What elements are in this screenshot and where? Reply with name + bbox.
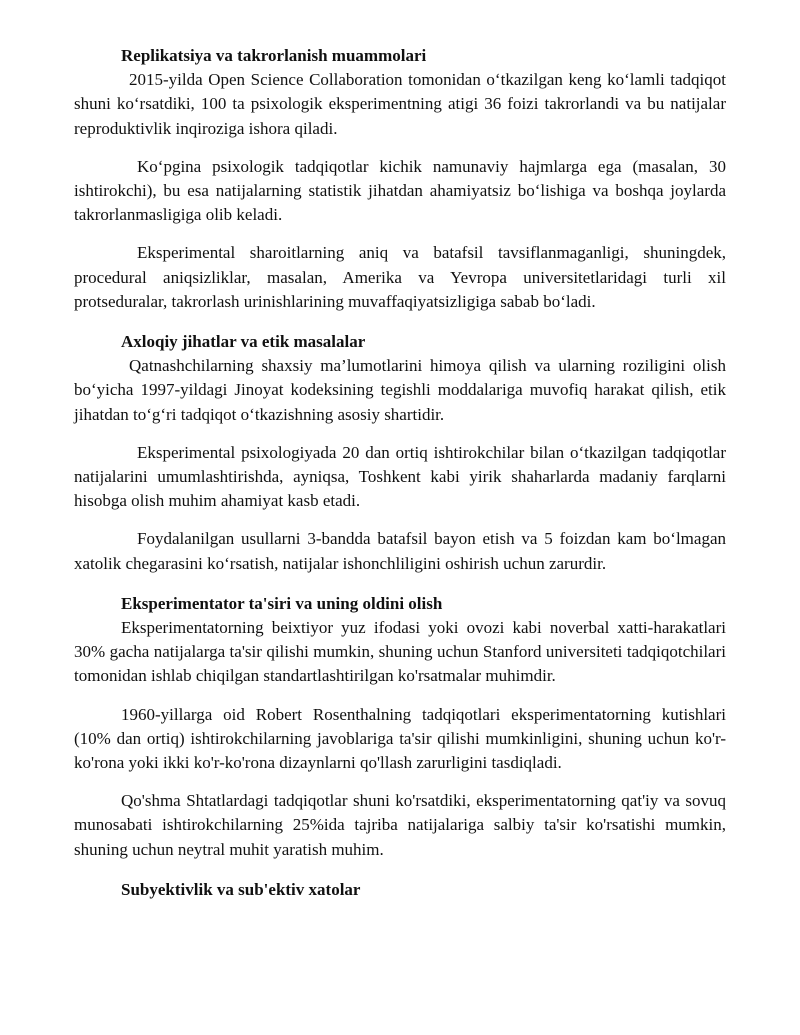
paragraph: 2015-yilda Open Science Collaboration tomonidan o‘tkazilgan keng ko‘lamli tadqiqot shuni ko‘rsatdiki, 100 ta psixologik eksperimentning atigi 36 foizi takrorlandi va bu natijalar reproduktivlik inqiroziga ishora qiladi. [74, 70, 726, 138]
section-heading: Replikatsiya va takrorlanish muammolari [121, 46, 427, 65]
section-heading: Eksperimentator ta'siri va uning oldini olish [121, 593, 443, 613]
paragraph: Qatnashchilarning shaxsiy ma’lumotlarini himoya qilish va ularning roziligini olish bo‘yicha 1997-yildagi Jinoyat kodeksining tegishli moddalariga muvofiq harakat qilish, etik jihatdan to‘g‘ri tadqiqot o‘tkazishning asosiy shartidir. [74, 356, 726, 424]
section-heading: Subyektivlik va sub'ektiv xatolar [121, 879, 361, 899]
paragraph: 1960-yillarga oid Robert Rosenthalning tadqiqotlari eksperimentatorning kutishlari (10% dan ortiq) ishtirokchilarning javoblariga ta'sir qilishi mumkinligini, shuning uchun ko'r-ko'rona yoki ikki ko'r-ko'rona dizaynlarni qo'llash zarurligini tasdiqladi. [74, 704, 726, 773]
paragraph: Qo'shma Shtatlardagi tadqiqotlar shuni ko'rsatdiki, eksperimentatorning qat'iy va sovuq munosabati ishtirokchilarning 25%ida tajriba natijalariga salbiy ta'sir ko'rsatishi mumkin, shuning uchun neytral muhit yaratish muhim. [74, 791, 726, 859]
paragraph: Ko‘pgina psixologik tadqiqotlar kichik namunaviy hajmlarga ega (masalan, 30 ishtirokchi), bu esa natijalarning statistik jihatdan ahamiyatsiz bo‘lishiga va boshqa joylarda takrorlanmasligiga olib keladi. [74, 156, 726, 225]
paragraph: Eksperimental psixologiyada 20 dan ortiq ishtirokchilar bilan o‘tkazilgan tadqiqotlar natijalarini umumlashtirishda, ayniqsa, Toshkent kabi yirik shaharlarda madaniy farqlarni hisobga olish muhim ahamiyat kasb etadi. [74, 442, 726, 511]
paragraph: Foydalanilgan usullarni 3-bandda batafsil bayon etish va 5 foizdan kam bo‘lmagan xatolik chegarasini ko‘rsatish, natijalar ishonchliligini oshirish uchun zarurdir. [74, 529, 726, 573]
paragraph: Eksperimental sharoitlarning aniq va batafsil tavsiflanmaganligi, shuningdek, procedural aniqsizliklar, masalan, Amerika va Yevropa universitetlaridagi turli xil protseduralar, takrorlash urinishlarining muvaffaqiyatsizligiga sabab bo‘ladi. [74, 243, 726, 311]
document-page [74, 44, 726, 902]
paragraph: Eksperimentatorning beixtiyor yuz ifodasi yoki ovozi kabi noverbal xatti-harakatlari 30% gacha natijalarga ta'sir qilishi mumkin, shuning uchun Stanford universiteti tadqiqotchilari tomonidan ishlab chiqilgan standartlashtirilgan ko'rsatmalar muhimdir. [74, 618, 726, 686]
section-heading: Axloqiy jihatlar va etik masalalar [121, 332, 366, 352]
